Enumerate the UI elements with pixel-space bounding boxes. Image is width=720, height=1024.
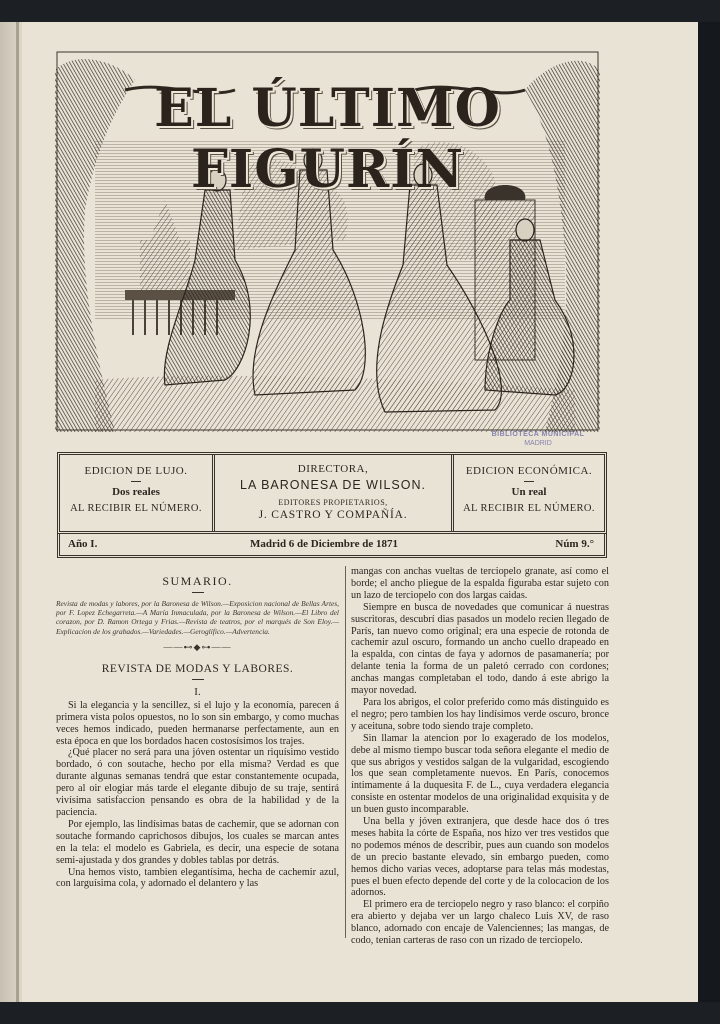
economy-edition-label: EDICION ECONÓMICA.: [465, 465, 593, 477]
economy-edition: [454, 455, 604, 531]
paragraph: Una hemos visto, tambien elegantísima, hecha de cachemir azul, con larguísima cola, y adornado el delantero y las: [56, 866, 339, 890]
publishers-label: EDITORES PROPIETARIOS,: [278, 498, 388, 507]
stamp-line-1: BIBLIOTECA MUNICIPAL: [491, 431, 585, 438]
publishers-name: J. CASTRO Y COMPAÑÍA.: [258, 509, 408, 521]
article-title: REVISTA DE MODAS Y LABORES.: [101, 662, 294, 675]
editorial-info: [215, 455, 451, 531]
luxury-edition-note: AL RECIBIR EL NÚMERO.: [70, 503, 202, 514]
paragraph: Sin llamar la atencion por lo exagerado de los modelos, debe al mismo tiempo buscar toda señora elegante el medio de que sus abrigos y vestidos salgan de la vulgaridad, escogiendo los que sean completamente nuevos. En París, conocemos íntimamente á la duquesita F. de L., cuya verdadera elegancia consiste en ostentar modelos de una originalidad exquisita y de un buen gusto incomparable.: [351, 732, 609, 816]
sumario-text: Revista de modas y labores, por la Baronesa de Wilson.—Exposicion nacional de Bellas Artes, por F. Lopez Echegarreta.—A María Inmaculada, por la Baronesa de Wilson.—El Libro del corazon, por D. Ramon Ortega y Frias.—Revista de teatros, por el marqués de Son Eloy.—Explicacion de los grabados.—Variedades.—Geroglífico.—Advertencia.: [56, 599, 339, 636]
issue-date: Madrid 6 de Diciembre de 1871: [250, 538, 398, 550]
luxury-edition-label: EDICION DE LUJO.: [84, 465, 188, 477]
luxury-edition: [60, 455, 212, 531]
paragraph: Una bella y jóven extranjera, que desde hace dos ó tres meses habita la córte de España, nos hizo ver tres vestidos que no podemos ménos de describir, pues aun cuando son modelos de un precio bastante elevado, sin embargo pueden, como hemos dicho varias veces, adoptarse para telas más modestas, pues el buen efecto depende del corte y de la colocacion de los adornos.: [351, 816, 609, 899]
paragraph: mangas con anchas vueltas de terciopelo granate, así como el borde; el ancho pliegue de la espalda figuraba estar sujeto con un lazo de terciopelo con dos largas caidas.: [351, 566, 609, 601]
economy-edition-note: AL RECIBIR EL NÚMERO.: [463, 503, 595, 514]
scan-background: [698, 22, 720, 1002]
paragraph: Siempre en busca de novedades que comunicar á nuestras suscritoras, descubrí dias pasados un modelo recien llegado de París, tan nuevo como original; era una especie de rotonda de cachemir azul oscuro, formando un ancho cuello drapeado en la espalda, con cintas de faya y adornos de pasamanería; por delante tenia la forma de un paletó cerrado con cordones; anchas mangas completaban el todo, dando á este abrigo la mayor novedad.: [351, 601, 609, 697]
dateline: [57, 534, 607, 558]
article-section-number: I.: [194, 685, 201, 698]
edition-info-box: [57, 452, 607, 534]
paragraph: ¿Qué placer no será para una jóven ostentar un riquísimo vestido bordado, ó con soutache, hecho por ella misma? Verdad es que durante algunas semanas tendrá que estar constantemente ocupada, pero al oir elogiar más tarde el elegante dibujo de su traje, sentirá vivísima satisfaccion pensando es obra de la habilidad y de la paciencia.: [56, 747, 339, 818]
director-label: DIRECTORA,: [297, 463, 369, 475]
binding-edge: [16, 22, 19, 1002]
masthead-title: EL ÚLTIMO FIGURÍN: [154, 78, 501, 200]
article-body-right: [351, 566, 609, 947]
luxury-edition-price: Dos reales: [112, 486, 160, 498]
issue-number: Núm 9.°: [555, 538, 594, 550]
sumario-title: SUMARIO.: [162, 574, 233, 588]
article-body-left: [56, 700, 339, 891]
column-rule: [345, 566, 346, 938]
stamp-line-2: MADRID: [524, 440, 552, 447]
director-name: LA BARONESA DE WILSON.: [240, 478, 426, 492]
right-column: [351, 566, 609, 947]
book-binding: [0, 22, 22, 1002]
issue-year: Año I.: [68, 538, 98, 550]
paragraph: Por ejemplo, las lindísimas batas de cachemir, que se adornan con soutache formando caprichosos dibujos, los cuales se marcan antes en la tela: el modelo es Gabriela, es decir, una especie de sotana semi-ajustada y dos grandes y dobles tablas por detrás.: [56, 818, 339, 866]
economy-edition-price: Un real: [511, 486, 547, 498]
paragraph: Para los abrigos, el color preferido como más distinguido es el negro; pero tambien los hay lindísimos verde oscuro, bronce y aceituna, sobre todo siendo traje completo.: [351, 696, 609, 732]
left-column: [56, 566, 339, 890]
paragraph: El primero era de terciopelo negro y raso blanco: el corpiño era abierto y dejaba ver un largo chaleco Luis XV, de raso blanco, adornado con encaje de Valenciennes; las mangas, de codo, tenian carteras de raso con un rizado de terciopelo.: [351, 899, 609, 947]
ornament-divider: ——⊷◆⊶——: [163, 641, 232, 652]
paragraph: Si la elegancia y la sencillez, si el lujo y la economía, parecen á primera vista polos opuestos, no lo son sin embargo, y como muchas veces hemos indicado, pueden hermanarse perfectamente, aun en esta época en que los bordados hacen costosísimos los trajes.: [56, 699, 339, 747]
